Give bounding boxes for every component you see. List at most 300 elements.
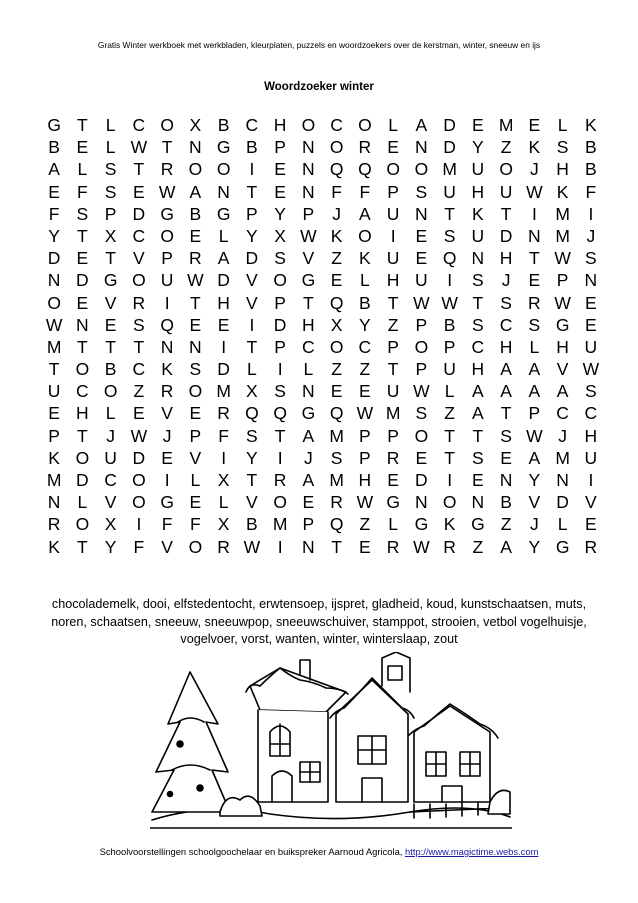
- grid-letter: O: [358, 115, 372, 135]
- grid-letter: C: [584, 403, 598, 424]
- grid-letter: K: [48, 536, 60, 557]
- grid-letter: Z: [500, 137, 512, 158]
- grid-row: [40, 358, 605, 380]
- grid-letter: H: [386, 270, 400, 291]
- grid-letter: B: [443, 314, 456, 335]
- grid-letter: I: [447, 470, 453, 490]
- grid-letter: E: [76, 292, 89, 313]
- grid-letter: D: [273, 314, 287, 335]
- grid-letter: F: [331, 181, 342, 202]
- grid-letter: D: [443, 115, 456, 135]
- grid-letter: J: [501, 270, 511, 291]
- grid-letter: E: [189, 492, 202, 513]
- grid-letter: A: [472, 403, 484, 424]
- grid-letter: N: [76, 314, 89, 335]
- grid-letter: I: [164, 470, 170, 490]
- grid-letter: E: [472, 115, 484, 135]
- grid-letter: X: [189, 115, 202, 135]
- grid-letter: E: [76, 248, 89, 269]
- grid-letter: S: [472, 447, 484, 468]
- grid-letter: X: [246, 381, 258, 402]
- grid-letter: S: [500, 425, 512, 446]
- grid-letter: T: [246, 470, 258, 490]
- grid-letter: Y: [472, 137, 484, 158]
- grid-letter: L: [388, 514, 398, 535]
- grid-letter: S: [528, 314, 541, 335]
- grid-letter: I: [447, 270, 453, 291]
- grid-letter: M: [385, 403, 401, 424]
- word-list: chocolademelk, dooi, elfstedentocht, erwtensoep, ijspret, gladheid, koud, kunstschaatsen, muts, noren, schaatsen, sneeuw, sneeuwpop, sneeuwschuiver, stamppot, strooien, vetbol vogelhuisje, vogelvoer, vorst, wanten, winter, winterslaap, zout: [51, 597, 587, 646]
- grid-letter: N: [415, 137, 428, 158]
- grid-letter: G: [103, 270, 118, 291]
- grid-letter: P: [359, 447, 371, 468]
- grid-letter: W: [554, 248, 571, 269]
- grid-letter: G: [555, 536, 570, 557]
- grid-letter: T: [444, 447, 455, 468]
- grid-row: [40, 269, 605, 291]
- grid-letter: L: [105, 403, 116, 424]
- grid-letter: U: [471, 159, 485, 180]
- grid-letter: R: [443, 536, 456, 557]
- grid-letter: E: [330, 381, 343, 402]
- grid-letter: E: [528, 270, 541, 291]
- grid-letter: D: [217, 359, 230, 380]
- grid-letter: K: [556, 181, 569, 202]
- grid-letter: N: [499, 470, 513, 490]
- grid-letter: F: [190, 514, 201, 535]
- grid-letter: Y: [528, 536, 541, 557]
- grid-letter: O: [414, 159, 429, 180]
- grid-letter: N: [160, 336, 174, 357]
- grid-letter: P: [556, 270, 569, 291]
- grid-letter: N: [415, 203, 428, 224]
- grid-letter: Q: [273, 403, 287, 424]
- winter-village-icon: [150, 652, 512, 832]
- page-title: Woordzoeker winter: [264, 81, 374, 93]
- grid-letter: L: [303, 359, 314, 380]
- grid-letter: S: [133, 314, 145, 335]
- grid-letter: Z: [472, 536, 484, 557]
- grid-letter: B: [500, 492, 512, 513]
- grid-letter: E: [274, 181, 286, 202]
- grid-letter: V: [585, 492, 597, 513]
- grid-letter: W: [441, 292, 458, 313]
- grid-letter: T: [444, 425, 455, 446]
- grid-letter: Z: [133, 381, 145, 402]
- grid-letter: Y: [104, 536, 117, 557]
- grid-letter: N: [415, 492, 428, 513]
- grid-letter: F: [218, 425, 229, 446]
- grid-letter: A: [556, 381, 569, 402]
- grid-letter: Z: [500, 514, 512, 535]
- grid-letter: A: [415, 115, 428, 135]
- page-footer: [0, 846, 638, 857]
- grid-letter: T: [387, 359, 399, 380]
- grid-letter: D: [132, 447, 146, 468]
- grid-letter: W: [130, 137, 148, 158]
- grid-letter: C: [104, 470, 117, 490]
- grid-letter: R: [358, 137, 372, 158]
- grid-letter: J: [530, 159, 539, 180]
- grid-letter: K: [585, 115, 597, 135]
- grid-letter: T: [48, 359, 60, 380]
- grid-letter: P: [161, 248, 173, 269]
- grid-letter: H: [471, 181, 485, 202]
- grid-letter: N: [217, 181, 230, 202]
- grid-letter: D: [132, 203, 146, 224]
- grid-letter: E: [302, 492, 315, 513]
- grid-letter: H: [556, 336, 569, 357]
- grid-letter: P: [415, 314, 428, 335]
- grid-letter: K: [443, 514, 456, 535]
- grid-letter: L: [388, 115, 398, 135]
- grid-letter: E: [500, 447, 512, 468]
- grid-letter: A: [528, 359, 541, 380]
- grid-letter: H: [217, 292, 230, 313]
- grid-letter: L: [105, 137, 116, 158]
- grid-letter: Y: [246, 447, 258, 468]
- grid-letter: P: [387, 336, 399, 357]
- grid-letter: C: [76, 381, 89, 402]
- grid-letter: V: [161, 536, 173, 557]
- grid-letter: P: [302, 203, 315, 224]
- grid-letter: O: [301, 115, 316, 135]
- grid-letter: T: [387, 292, 399, 313]
- grid-letter: B: [246, 514, 258, 535]
- grid-row: [40, 425, 605, 447]
- grid-letter: O: [75, 514, 90, 535]
- grid-letter: Z: [331, 359, 342, 380]
- grid-letter: N: [189, 336, 202, 357]
- grid-letter: B: [585, 159, 597, 180]
- grid-letter: T: [246, 336, 258, 357]
- grid-letter: V: [104, 292, 117, 313]
- grid-letter: Q: [245, 403, 259, 424]
- grid-letter: M: [555, 203, 570, 224]
- grid-letter: Q: [329, 403, 344, 424]
- grid-letter: M: [272, 514, 288, 535]
- grid-letter: G: [301, 403, 316, 424]
- grid-letter: K: [48, 447, 60, 468]
- grid-letter: K: [528, 137, 541, 158]
- grid-letter: R: [273, 470, 287, 490]
- grid-letter: I: [390, 225, 396, 246]
- grid-letter: P: [274, 292, 286, 313]
- grid-letter: L: [77, 492, 88, 513]
- grid-letter: H: [273, 115, 287, 135]
- grid-letter: R: [47, 514, 61, 535]
- grid-letter: U: [415, 270, 428, 291]
- grid-letter: A: [217, 248, 230, 269]
- grid-letter: B: [48, 137, 60, 158]
- grid-letter: F: [48, 203, 60, 224]
- grid-letter: T: [472, 292, 484, 313]
- grid-letter: T: [303, 292, 314, 313]
- grid-letter: N: [47, 492, 61, 513]
- grid-letter: Q: [329, 514, 344, 535]
- grid-row: [40, 181, 605, 203]
- grid-letter: O: [47, 292, 61, 313]
- grid-letter: C: [302, 336, 315, 357]
- grid-letter: I: [249, 314, 255, 335]
- grid-letter: A: [500, 381, 512, 402]
- grid-letter: F: [359, 181, 371, 202]
- grid-letter: T: [77, 536, 88, 557]
- grid-letter: W: [413, 536, 430, 557]
- grid-row: [40, 380, 605, 402]
- grid-row: [40, 402, 605, 424]
- grid-letter: E: [472, 470, 484, 490]
- grid-letter: T: [331, 536, 342, 557]
- grid-letter: S: [443, 225, 456, 246]
- footer-link[interactable]: http://www.magictime.webs.com: [405, 846, 539, 857]
- grid-letter: T: [500, 203, 512, 224]
- grid-letter: S: [472, 314, 484, 335]
- grid-letter: O: [442, 492, 457, 513]
- grid-letter: C: [132, 225, 146, 246]
- grid-letter: D: [217, 270, 230, 291]
- grid-letter: Q: [329, 159, 344, 180]
- grid-letter: P: [443, 336, 456, 357]
- grid-letter: E: [274, 159, 286, 180]
- grid-letter: C: [556, 403, 569, 424]
- grid-letter: E: [133, 403, 145, 424]
- grid-letter: W: [413, 381, 430, 402]
- grid-letter: L: [557, 115, 568, 135]
- grid-letter: F: [585, 181, 597, 202]
- grid-letter: E: [415, 225, 428, 246]
- grid-letter: B: [246, 137, 258, 158]
- grid-letter: C: [330, 115, 343, 135]
- grid-letter: S: [472, 270, 484, 291]
- footer-text: Schoolvoorstellingen schoolgoochelaar en buikspreker Aarnoud Agricola,: [99, 846, 406, 857]
- grid-letter: D: [245, 248, 259, 269]
- grid-letter: C: [245, 115, 259, 135]
- grid-letter: N: [302, 137, 315, 158]
- grid-letter: S: [330, 447, 343, 468]
- grid-letter: V: [246, 270, 258, 291]
- grid-letter: M: [329, 470, 344, 490]
- grid-letter: P: [189, 425, 202, 446]
- grid-letter: T: [133, 336, 145, 357]
- grid-letter: I: [164, 292, 170, 313]
- grid-letter: Y: [246, 225, 258, 246]
- page-header: Gratis Winter werkboek met werkbladen, kleurplaten, puzzels en woordzoekers over de kerstman, winter, sneeuw en ijs: [97, 40, 541, 50]
- grid-letter: X: [330, 314, 343, 335]
- grid-letter: U: [443, 359, 456, 380]
- grid-letter: A: [528, 381, 541, 402]
- grid-letter: D: [415, 470, 428, 490]
- grid-letter: U: [443, 181, 456, 202]
- grid-letter: N: [556, 470, 569, 490]
- grid-letter: T: [500, 403, 512, 424]
- grid-letter: E: [330, 270, 343, 291]
- grid-row: [40, 114, 605, 136]
- grid-letter: L: [218, 492, 229, 513]
- grid-letter: D: [499, 225, 513, 246]
- grid-letter: I: [588, 203, 594, 224]
- grid-letter: O: [188, 536, 203, 557]
- grid-letter: T: [274, 425, 286, 446]
- grid-letter: T: [105, 336, 116, 357]
- grid-letter: U: [499, 181, 513, 202]
- grid-letter: J: [332, 203, 341, 224]
- grid-letter: Y: [359, 314, 371, 335]
- grid-letter: V: [104, 492, 117, 513]
- grid-letter: T: [472, 425, 484, 446]
- grid-letter: J: [530, 514, 539, 535]
- grid-letter: A: [48, 159, 60, 180]
- grid-letter: P: [274, 336, 286, 357]
- grid-letter: I: [221, 447, 227, 468]
- grid-letter: L: [360, 270, 370, 291]
- grid-letter: U: [160, 270, 174, 291]
- grid-letter: O: [216, 159, 231, 180]
- grid-letter: W: [187, 270, 204, 291]
- grid-letter: T: [246, 181, 258, 202]
- grid-letter: P: [387, 181, 399, 202]
- grid-letter: O: [132, 270, 146, 291]
- grid-letter: P: [415, 359, 428, 380]
- grid-letter: D: [47, 248, 61, 269]
- grid-letter: G: [386, 492, 400, 513]
- grid-letter: H: [358, 470, 372, 490]
- grid-letter: I: [588, 470, 594, 490]
- grid-row: [40, 292, 605, 314]
- grid-letter: M: [442, 159, 457, 180]
- grid-letter: J: [106, 425, 115, 446]
- grid-letter: Z: [331, 248, 342, 269]
- grid-letter: H: [499, 248, 513, 269]
- grid-letter: D: [76, 470, 89, 490]
- grid-letter: L: [105, 115, 116, 135]
- grid-letter: U: [47, 381, 61, 402]
- grid-letter: N: [471, 248, 485, 269]
- grid-letter: E: [585, 514, 597, 535]
- grid-letter: O: [273, 492, 287, 513]
- grid-letter: R: [189, 248, 202, 269]
- grid-letter: B: [217, 115, 230, 135]
- grid-letter: L: [557, 514, 568, 535]
- grid-letter: P: [104, 203, 117, 224]
- grid-letter: O: [273, 270, 287, 291]
- grid-letter: W: [413, 292, 430, 313]
- grid-letter: T: [190, 292, 201, 313]
- grid-letter: W: [526, 425, 543, 446]
- grid-letter: N: [302, 536, 315, 557]
- grid-letter: W: [356, 403, 374, 424]
- grid-letter: B: [104, 359, 117, 380]
- grid-letter: N: [302, 381, 315, 402]
- grid-letter: G: [216, 203, 231, 224]
- grid-letter: U: [584, 447, 598, 468]
- grid-letter: S: [500, 292, 512, 313]
- grid-letter: L: [247, 359, 257, 380]
- grid-letter: E: [189, 225, 202, 246]
- grid-letter: N: [584, 270, 598, 291]
- grid-letter: J: [558, 425, 567, 446]
- grid-row: [40, 491, 605, 513]
- grid-letter: G: [47, 115, 61, 135]
- grid-letter: O: [329, 336, 344, 357]
- grid-letter: W: [158, 181, 176, 202]
- grid-letter: C: [358, 336, 372, 357]
- grid-letter: K: [161, 359, 173, 380]
- grid-letter: A: [189, 181, 202, 202]
- grid-letter: N: [47, 270, 61, 291]
- grid-letter: D: [76, 270, 89, 291]
- grid-letter: M: [46, 336, 62, 357]
- grid-letter: M: [555, 225, 570, 246]
- grid-letter: U: [584, 336, 598, 357]
- grid-letter: E: [189, 403, 202, 424]
- grid-letter: F: [161, 514, 173, 535]
- grid-letter: B: [585, 137, 597, 158]
- grid-letter: W: [356, 492, 374, 513]
- grid-letter: H: [302, 314, 315, 335]
- grid-letter: Q: [442, 248, 457, 269]
- grid-letter: B: [359, 292, 371, 313]
- grid-letter: E: [585, 292, 597, 313]
- grid-letter: M: [216, 381, 231, 402]
- grid-letter: W: [582, 359, 600, 380]
- grid-letter: E: [161, 447, 173, 468]
- grid-letter: L: [444, 381, 455, 402]
- grid-letter: Z: [444, 403, 455, 424]
- grid-letter: E: [415, 447, 428, 468]
- grid-letter: P: [387, 425, 399, 446]
- grid-letter: W: [554, 292, 571, 313]
- grid-letter: P: [274, 137, 286, 158]
- grid-row: [40, 447, 605, 469]
- grid-letter: G: [160, 203, 174, 224]
- grid-letter: E: [387, 470, 399, 490]
- grid-letter: C: [132, 359, 146, 380]
- grid-letter: I: [277, 359, 283, 380]
- grid-letter: O: [414, 425, 429, 446]
- grid-letter: S: [585, 381, 597, 402]
- grid-letter: R: [160, 381, 174, 402]
- grid-letter: A: [302, 425, 315, 446]
- grid-letter: N: [471, 492, 485, 513]
- grid-letter: I: [277, 536, 283, 557]
- grid-letter: E: [387, 137, 399, 158]
- grid-letter: S: [246, 425, 258, 446]
- grid-letter: E: [359, 381, 371, 402]
- grid-letter: U: [471, 225, 485, 246]
- grid-letter: U: [386, 203, 400, 224]
- grid-letter: Z: [387, 314, 399, 335]
- grid-letter: H: [584, 425, 598, 446]
- grid-letter: O: [103, 381, 118, 402]
- grid-letter: O: [160, 225, 174, 246]
- grid-letter: G: [555, 314, 570, 335]
- grid-letter: T: [105, 248, 116, 269]
- grid-letter: I: [136, 514, 142, 535]
- grid-letter: O: [75, 359, 90, 380]
- grid-letter: X: [217, 470, 230, 490]
- grid-letter: J: [586, 225, 596, 246]
- grid-letter: O: [499, 159, 513, 180]
- grid-letter: V: [133, 248, 145, 269]
- grid-letter: S: [556, 137, 569, 158]
- grid-letter: H: [471, 359, 485, 380]
- grid-letter: P: [528, 403, 541, 424]
- grid-letter: O: [329, 137, 344, 158]
- grid-letter: N: [302, 159, 315, 180]
- grid-letter: T: [77, 225, 88, 246]
- grid-letter: F: [77, 181, 88, 202]
